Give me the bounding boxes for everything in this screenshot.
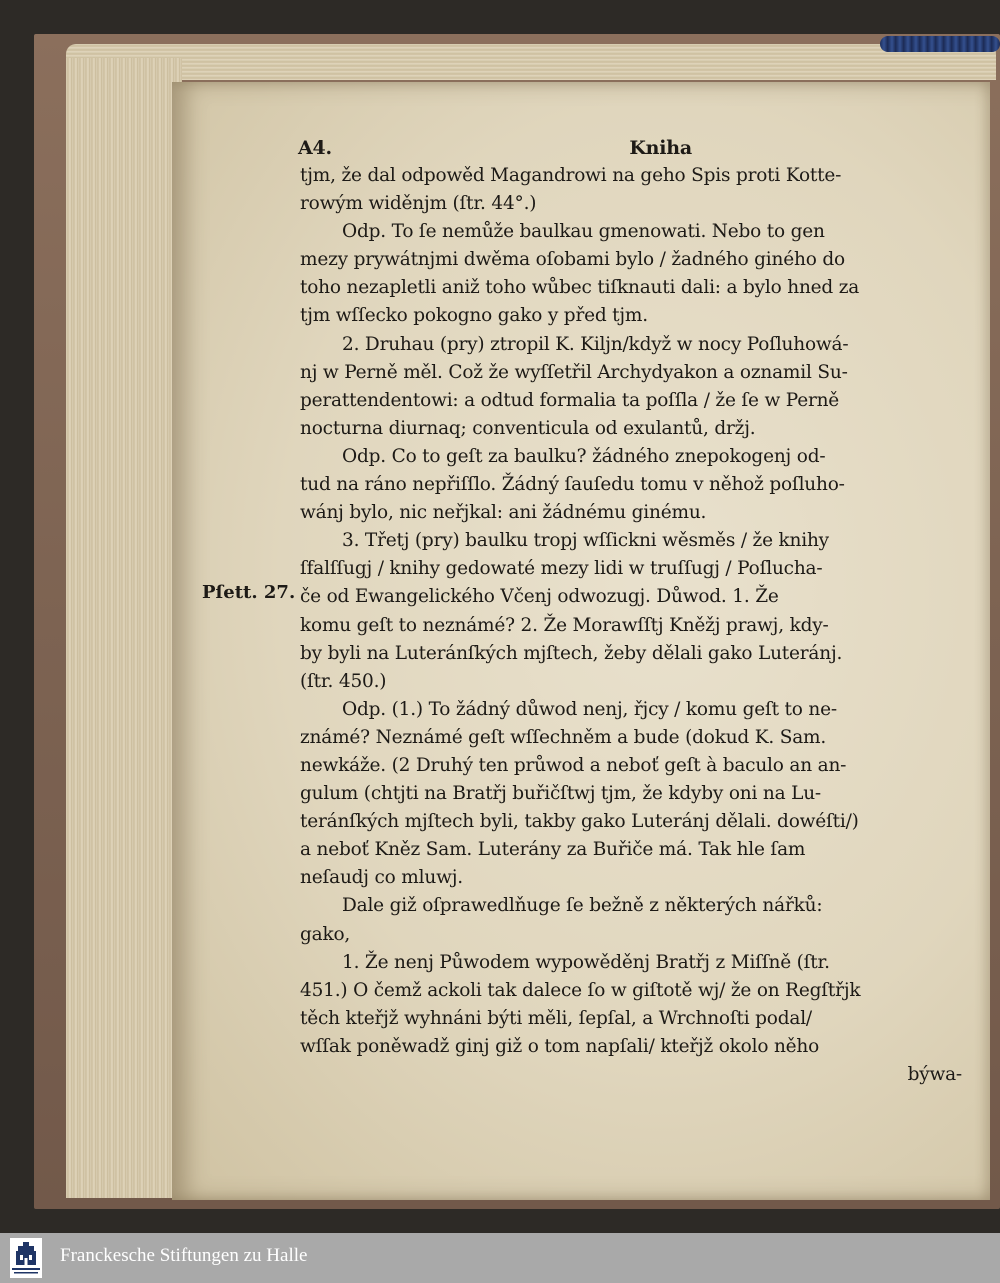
text-line: a neboť Kněz Sam. Luterány za Buřiče má. Tak hle ſam	[300, 839, 806, 861]
page-header	[300, 134, 962, 162]
text-line: 3. Třetj (pry) baulku tropj wſſickni wěsměs / že knihy	[342, 530, 829, 552]
catchword: býwa-	[907, 1064, 962, 1085]
text-line: perattendentowi: a odtud formalia ta poſſla / že ſe w Perně	[300, 389, 840, 411]
text-line: če od Ewangelického Včenj odwozugj. Důwod. 1. Že	[300, 586, 779, 608]
text-line: 2. Druhau (pry) ztropil K. Kiljn/když w nocy Poſluhowá-	[342, 333, 849, 355]
text-line: teránſkých mjſtech byli, takby gako Luteránj dělali. dowéſti/)	[300, 811, 859, 833]
institution-name: Franckesche Stiftungen zu Halle	[60, 1245, 308, 1266]
text-line: (ſtr. 450.)	[300, 670, 387, 692]
text-line: by byli na Luteránſkých mjſtech, žeby dělali gako Luteránj.	[300, 642, 843, 664]
margin-note: Pſett. 27.	[202, 582, 296, 603]
footer-bar	[0, 1233, 1000, 1283]
text-line: wſſak poněwadž ginj giž o tom napſali/ kteřjž okolo něho	[300, 1035, 820, 1057]
page-side-edges	[66, 58, 182, 1198]
text-line: tud na ráno nepřiſſlo. Žádný ſauſedu tomu v něhož poſluho-	[300, 474, 845, 496]
text-line: tjm wſſecko pokogno gako y před tjm.	[300, 305, 648, 327]
text-line: Odp. To ſe nemůže baulkau gmenowati. Nebo to gen	[342, 221, 825, 243]
text-line: 451.) O čemž ackoli tak dalece ſo w giſtotě wj/ že on Regſtřjk	[300, 979, 861, 1001]
text-line: toho nezapletli aniž toho wůbec tiſknauti dali: a bylo hned za	[300, 277, 860, 299]
text-line: Dale giž oſprawedlňuge ſe bežně z některých nářků:	[342, 895, 823, 917]
institution-logo-icon	[10, 1238, 42, 1278]
text-line: wánj bylo, nic neřjkal: ani žádnému ginému.	[300, 502, 707, 524]
page-top-edges	[66, 44, 996, 80]
text-line: Odp. (1.) To žádný důwod nenj, řjcy / komu geſt to ne-	[342, 698, 837, 720]
text-line: nj w Perně měl. Což že wyſſetřil Archydyakon a oznamil Su-	[300, 361, 848, 383]
text-line: mezy prywátnjmi dwěma oſobami bylo / žadného giného do	[300, 249, 845, 271]
text-line: ſfalſſugj / knihy gedowaté mezy lidi w truſſugj / Poſlucha-	[300, 558, 823, 580]
text-line: rowým widěnjm (ſtr. 44°.)	[300, 193, 537, 215]
text-line: Odp. Co to geſt za baulku? žádného znepokogenj od-	[342, 445, 826, 467]
bookmark-ribbon	[880, 36, 1000, 52]
running-title: Kniha	[629, 137, 692, 159]
text-line: neſaudj co mluwj.	[300, 867, 463, 889]
page-text	[300, 134, 962, 1089]
text-line: komu geſt to neznámé? 2. Že Morawſſtj Kněžj prawj, kdy-	[300, 614, 829, 636]
text-line: těch kteřjž wyhnáni býti měli, ſepſal, a Wrchnoſti podal/	[300, 1007, 812, 1029]
book-page	[172, 82, 990, 1200]
text-line: tjm, že dal odpowěd Magandrowi na geho Spis proti Kotte-	[300, 165, 842, 186]
text-line: známé? Neznámé geſt wſſechněm a bude (dokud K. Sam.	[300, 726, 827, 748]
text-line: gulum (chtjti na Bratřj buřičſtwj tjm, že kdyby oni na Lu-	[300, 783, 821, 805]
text-line: gako,	[300, 923, 351, 945]
text-line: 1. Že nenj Půwodem wypowěděnj Bratřj z Miſſně (ſtr.	[342, 951, 830, 973]
text-line: nocturna diurnaq; conventicula od exulantů, držj.	[300, 417, 756, 439]
text-line: newkáže. (2 Druhý ten průwod a neboť geſt à baculo an an-	[300, 754, 847, 776]
folio-signature: A4.	[298, 137, 332, 159]
